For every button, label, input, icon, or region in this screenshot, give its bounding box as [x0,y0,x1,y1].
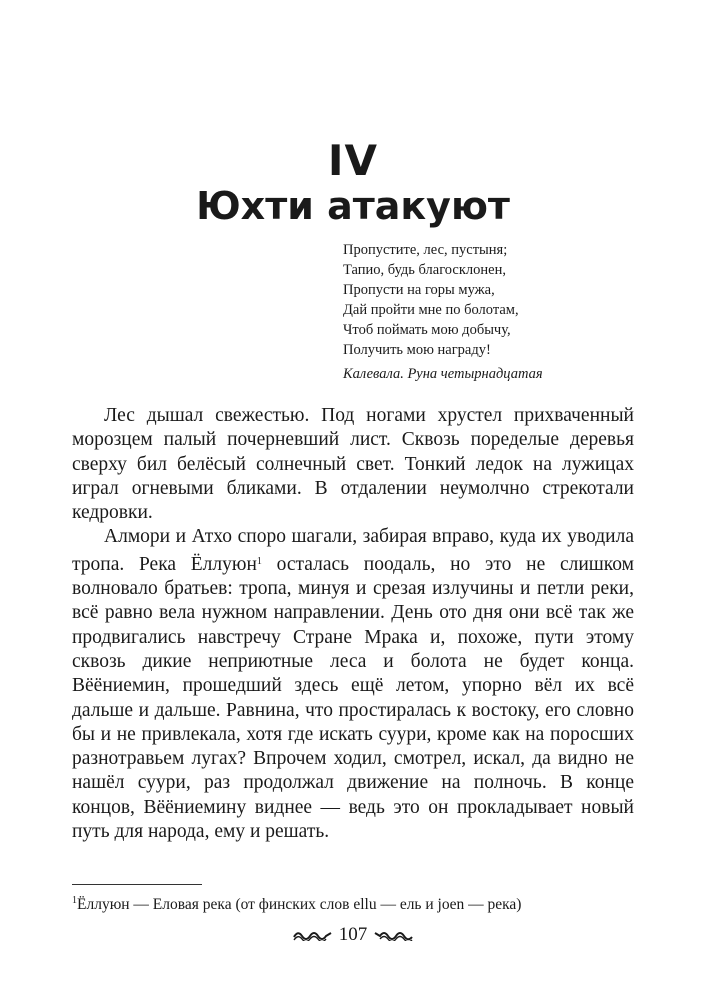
paragraph: Лес дышал свежестью. Под ногами хрустел прихваченный морозцем палый почерневший лист. Сквозь поределые деревья сверху бил белёсый солнечный свет. Тонкий ледок на лужицах играл огневыми бликами. В отдалении неумолчно стрекотали кедровки. [72,405,634,524]
footnote-divider [72,884,202,885]
epigraph-line: Дай пройти мне по болотам, [343,302,519,318]
footnote-text: Ёллуюн — Еловая река (от финских слов ellu — ель и joen — река) [77,896,522,913]
epigraph-source: Калевала. Руна четырнадцатая [343,366,543,382]
footnote [72,891,652,915]
page-footer [0,922,706,949]
chapter-title: Юхти атакуют [196,184,510,228]
paragraph [72,525,634,844]
epigraph-line: Тапио, будь благосклонен, [343,262,506,278]
paragraph-text: осталась поодаль, но это не слишком волновало братьев: тропа, минуя и срезая излучины и петли реки, всё равно вела нужном направлении. День ото дня они всё так же продвигались навстречу Стране Мрака и, похоже, пути этому сквозь дикие неприютные леса и болота не будет конца. Вёёниемин, прошедший здесь ещё летом, упорно вёл их всё дальше и дальше. Равнина, что простиралась к востоку, его словно бы и не привлекала, хотя где искать суури, кроме как на поросших разнотравьем лугах? Впрочем ходил, смотрел, искал, да видно не нашёл суури, раз продолжал движение на полночь. В конце концов, Вёёниемину виднее — ведь это он прокладывает новый путь для народа, ему и решать. [72,553,634,843]
epigraph-line: Чтоб поймать мою добычу, [343,322,511,338]
squiggle-ornament-icon [293,923,333,949]
footnote-reference[interactable]: 1 [256,555,262,567]
footnote-mark: 1 [72,895,77,906]
paragraph-text: Алмори и Атхо споро шагали, забирая вправо, куда их уводила тропа. Река Ёллуюн [72,526,634,575]
epigraph-line: Пропустите, лес, пустыня; [343,242,508,258]
epigraph-line: Пропусти на горы мужа, [343,282,495,298]
squiggle-ornament-icon [373,923,413,949]
chapter-body [72,404,634,844]
epigraph [343,240,643,360]
epigraph-line: Получить мою награду! [343,342,491,358]
page-number: 107 [338,924,368,945]
chapter-number: IV [327,136,379,185]
